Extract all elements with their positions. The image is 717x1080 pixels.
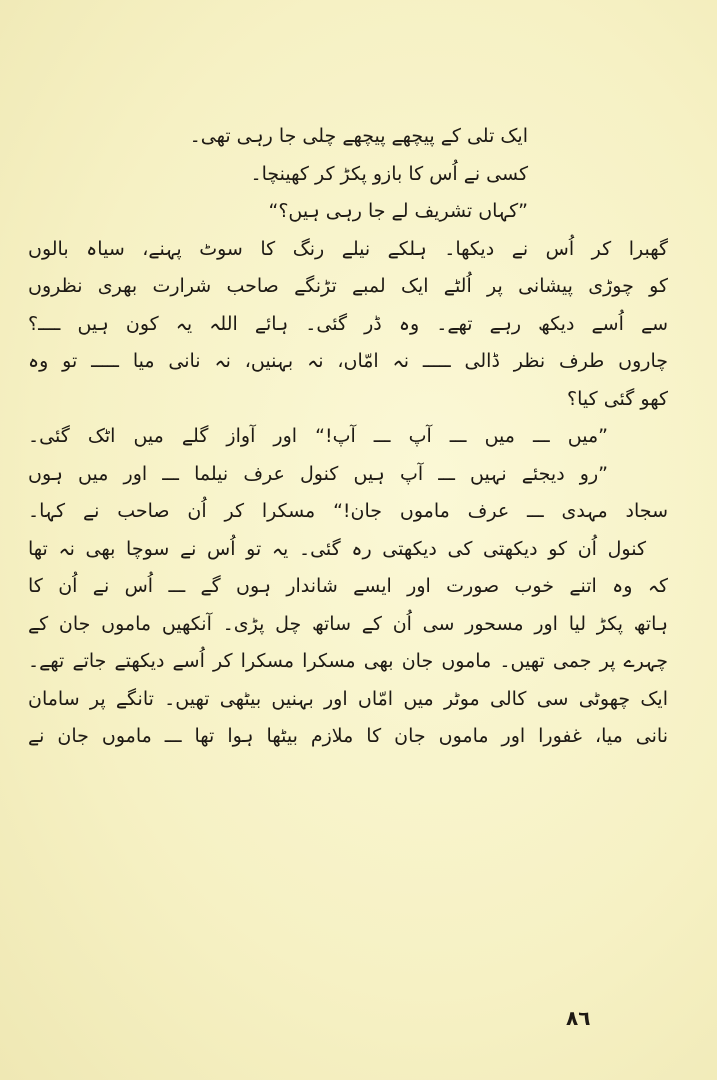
text-line: کھو گئی کیا؟ [567,387,668,410]
text-line: ایک چھوٹی سی کالی موٹر میں امّاں اور بہنیں بیٹھی تھیں۔ تانگے پر سامان [28,687,668,710]
text-line: ”میں ـــ میں ـــ آپ ـــ آپ!“ اور آواز گلے میں اٹک گئی۔ [28,425,608,447]
text-line: ”رو دیجئے نہیں ـــ آپ ہیں کنول عرف نیلما ـــ اور میں ہوں [28,462,608,485]
text-line: سجاد مہدی ـــ عرف ماموں جان!“ مسکرا کر اُن صاحب نے کہا۔ [28,500,668,522]
text-line: گھبرا کر اُس نے دیکھا۔ ہلکے نیلے رنگ کا سوٹ پہنے، سیاہ بالوں [28,237,668,260]
text-line: ایک تلی کے پیچھے پیچھے چلی جا رہی تھی۔ [189,125,528,147]
text-line: نانی میا، غفورا اور ماموں جان کا ملازم بیٹھا ہوا تھا ـــ ماموں جان نے [28,725,668,747]
text-line: سے اُسے دیکھ رہے تھے۔ وہ ڈر گئی۔ ہائے اللہ یہ کون ہیں ــــ؟ [28,312,668,335]
page-number: ٨٦ [566,1006,591,1030]
text-line: چاروں طرف نظر ڈالی ـــــ نہ امّاں، نہ بہنیں، نہ نانی میا ـــــ تو وہ [28,350,668,372]
page-text [28,118,668,756]
text-line: چہرے پر جمی تھیں۔ ماموں جان بھی مسکرا مسکرا کر اُسے دیکھتے جاتے تھے۔ [28,650,668,672]
text-line: کسی نے اُس کا بازو پکڑ کر کھینچا۔ [250,162,528,185]
text-line: ”کہاں تشریف لے جا رہی ہیں؟“ [268,200,528,222]
text-line: ہاتھ پکڑ لیا اور مسحور سی اُن کے ساتھ چل پڑی۔ آنکھیں ماموں جان کے [28,612,668,635]
text-line: کو چوڑی پیشانی پر اُلٹے ایک لمبے تڑنگے صاحب شرارت بھری نظروں [28,275,668,297]
text-line: کہ وہ اتنے خوب صورت اور ایسے شاندار ہوں گے ـــ اُس نے اُن کا [28,575,668,597]
text-line: کنول اُن کو دیکھتی کی دیکھتی رہ گئی۔ یہ تو اُس نے سوچا بھی نہ تھا [28,537,646,560]
